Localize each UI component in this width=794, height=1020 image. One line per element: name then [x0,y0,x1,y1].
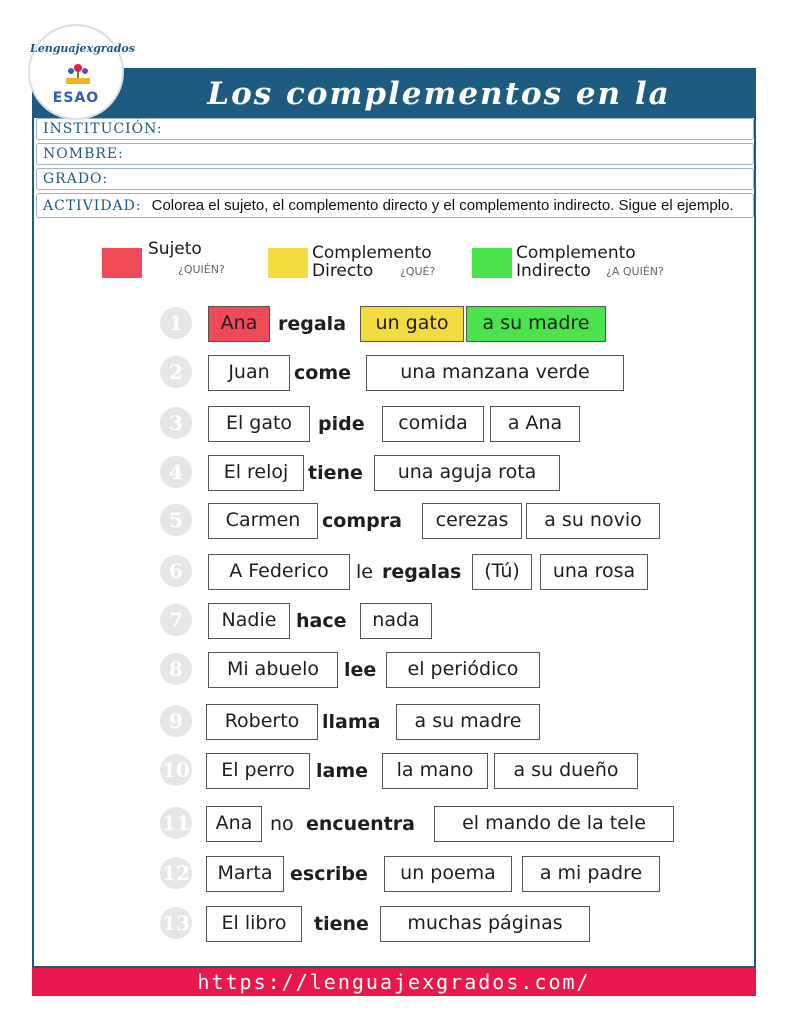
sentence-chip[interactable]: El gato [208,406,310,442]
sentence-chip[interactable]: un poema [384,856,512,892]
sentence-chip[interactable]: la mano [382,753,488,789]
sentence-verb: hace [296,610,347,632]
sentence-chip[interactable]: (Tú) [472,554,532,590]
sentence-chip[interactable]: a su dueño [494,753,638,789]
sentence-word: le [356,561,373,583]
legend-subject-label: Sujeto [148,239,202,259]
sentence-number: 9 [160,705,192,737]
grade-field[interactable] [36,168,754,190]
sentence-verb: regalas [382,561,462,583]
sentence-verb: pide [318,413,365,435]
sentence-number: 1 [160,307,192,339]
sentence-number: 5 [160,504,192,536]
sentence-chip[interactable]: nada [360,603,432,639]
logo-top-text: Lenguajexgrados [30,42,135,55]
sentence-verb: regala [278,313,347,335]
sentence-chip[interactable]: Ana [206,806,262,842]
sentence-verb: lee [344,659,377,681]
sentence-number: 4 [160,456,192,488]
sentence-chip[interactable]: Roberto [206,704,318,740]
legend-direct-color [268,248,308,278]
sentence-chip[interactable]: un gato [360,306,464,342]
logo [28,24,135,120]
sentence-verb: llama [322,711,381,733]
sentence-number: 2 [160,356,192,388]
sentence-chip[interactable]: A Federico [208,554,350,590]
footer-url[interactable]: https://lenguajexgrados.com/ [32,968,756,996]
legend-indirect-label: Complemento [516,243,636,263]
legend-subject-color [102,248,142,278]
sentence-verb: tiene [314,913,369,935]
sentence-chip[interactable]: Ana [208,306,270,342]
name-field[interactable] [36,143,754,165]
sentence-chip[interactable]: a su madre [466,306,606,342]
legend-direct-label: Complemento [312,243,432,263]
legend-direct-question: ¿QUÉ? [400,265,436,278]
page-title: Los complementos en la oración [207,76,671,156]
sentence-chip[interactable]: cerezas [422,503,522,539]
sentence-verb: come [294,362,351,384]
sentence-number: 12 [160,857,192,889]
institution-field[interactable] [36,118,754,140]
flower-book-icon [64,62,92,86]
sentence-chip[interactable]: el periódico [386,652,540,688]
sentence-chip[interactable]: a mi padre [522,856,660,892]
sentence-chip[interactable]: a Ana [490,406,580,442]
sentence-chip[interactable]: El perro [206,753,310,789]
sentence-verb: escribe [290,863,368,885]
sentence-chip[interactable]: El reloj [208,455,304,491]
activity-field [36,193,754,218]
sentence-number: 3 [160,407,192,439]
sentence-chip[interactable]: a su novio [526,503,660,539]
sentence-number: 8 [160,653,192,685]
sentence-number: 11 [160,807,192,839]
sentence-number: 6 [160,555,192,587]
sentence-chip[interactable]: el mando de la tele [434,806,674,842]
sentence-chip[interactable]: comida [382,406,484,442]
sentence-number: 13 [160,907,192,939]
legend-indirect-color [472,248,512,278]
activity-instructions: Colorea el sujeto, el complemento directo y el complemento indirecto. Sigue el ejemplo. [151,197,734,214]
legend-indirect-question: ¿A QUIÉN? [606,265,664,278]
legend-subject-question: ¿QUIÉN? [178,263,225,276]
sentence-chip[interactable]: una rosa [540,554,648,590]
sentence-word: no [270,813,294,835]
sentence-verb: compra [322,510,402,532]
sentence-chip[interactable]: Mi abuelo [208,652,338,688]
legend-indirect-label-2: Indirecto [516,261,591,281]
sentence-verb: encuentra [306,813,415,835]
grade-label: GRADO: [43,171,109,187]
sentence-chip[interactable]: Marta [206,856,284,892]
sentence-chip[interactable]: muchas páginas [380,906,590,942]
sentence-number: 7 [160,604,192,636]
sentence-chip[interactable]: una aguja rota [374,455,560,491]
sentence-chip[interactable]: Nadie [208,603,290,639]
sentence-verb: tiene [308,462,363,484]
name-label: NOMBRE: [43,146,124,162]
sentence-chip[interactable]: El libro [206,906,302,942]
legend-direct-label-2: Directo [312,261,374,281]
institution-label: INSTITUCIÓN: [43,121,163,137]
sentence-chip[interactable]: a su madre [396,704,540,740]
activity-label: ACTIVIDAD: [43,198,142,214]
sentence-verb: lame [316,760,369,782]
sentence-chip[interactable]: Juan [208,355,290,391]
logo-bottom-text: ESAO [52,90,100,106]
sentence-number: 10 [160,754,192,786]
sentence-chip[interactable]: Carmen [208,503,318,539]
sentence-chip[interactable]: una manzana verde [366,355,624,391]
